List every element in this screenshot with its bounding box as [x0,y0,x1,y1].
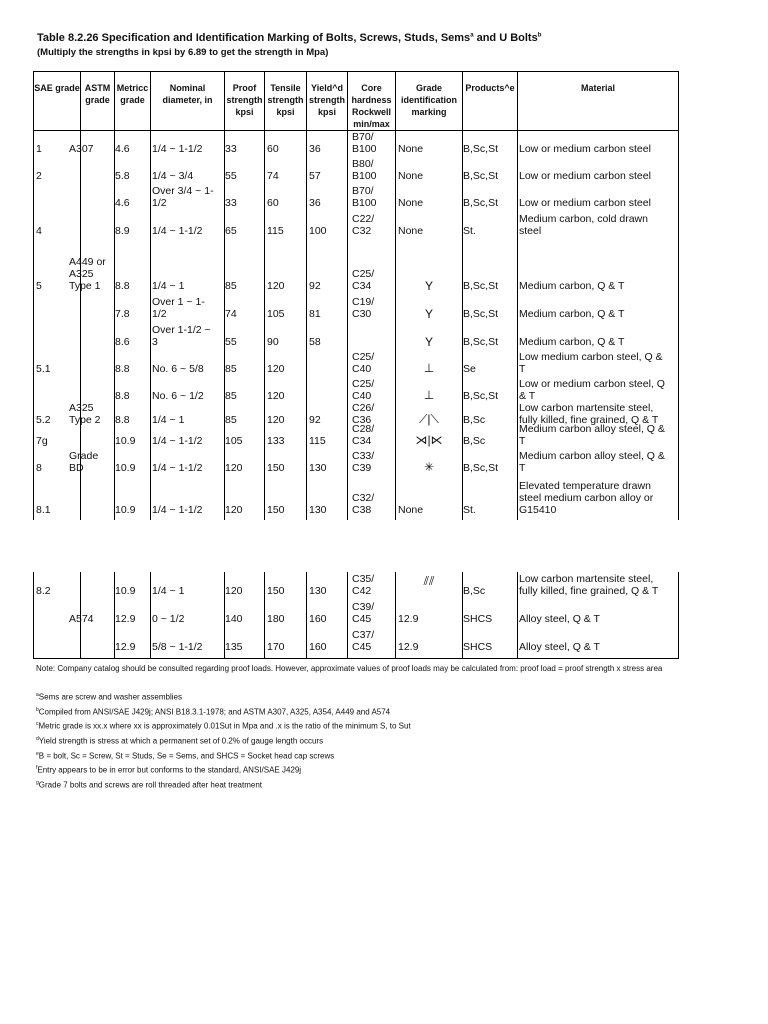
footnote-mark: b [36,706,39,713]
column-divider [306,72,307,520]
cell-products: B,Sc [463,585,486,597]
column-divider [517,572,518,658]
cell-metric: 5.8 [115,170,130,182]
header-tensile-strength: Tensile strength kpsi [267,83,304,117]
cell-metric: 8.8 [115,414,130,426]
cell-marking: None [398,504,424,516]
cell-proof: 65 [225,225,237,237]
header-proof-strength: Proof strength kpsi [226,83,263,117]
cell-nominal: 1/4 ~ 1 [152,280,185,292]
cell-yield: 130 [309,504,327,516]
cell-sae: 8.1 [36,504,51,516]
title-footnote-a: a [470,32,474,39]
cell-yield: 81 [309,308,321,320]
footnote-text: Yield strength is stress at which a permanent set of 0.2% of gauge length occurs [38,736,324,746]
cell-nominal: Over 3/4 ~ 1- 1/2 [152,185,214,209]
inverted-t-marking-icon: ⊥ [423,388,435,402]
footnote-item [36,718,411,733]
column-divider [150,572,151,658]
cell-core: C33/ C39 [352,450,375,474]
cell-core: B70/ B100 [352,185,377,209]
cell-metric: 10.9 [115,504,136,516]
cell-products: B,Sc,St [463,336,499,348]
cell-yield: 130 [309,585,327,597]
column-divider [395,72,396,520]
footnote-text: B = bolt, Sc = Screw, St = Studs, Se = Sems, and SHCS = Socket head cap screws [38,751,335,761]
cell-metric: 8.8 [115,390,130,402]
cell-core: C28/ C34 [352,423,375,447]
cell-metric: 8.8 [115,363,130,375]
footnote-item [36,689,411,704]
cell-core: C25/ C40 [352,351,375,375]
cell-products: SHCS [463,613,493,625]
footnote-item [36,762,411,777]
footnotes [36,689,411,792]
cell-nominal: 1/4 ~ 1 [152,585,185,597]
footnote-text: Entry appears to be in error but conforms to the standard, ANSI/SAE J429j [37,765,302,775]
cell-proof: 55 [225,170,237,182]
cell-nominal: No. 6 ~ 1/2 [152,390,204,402]
six-radial-lines-marking-icon: ✳ [423,460,435,474]
cell-products: B,Sc,St [463,197,499,209]
cell-nominal: Over 1-1/2 ~ 3 [152,324,211,348]
title-footnote-b: b [537,32,542,39]
header-yield-strength: Yield^d strength kpsi [309,83,345,117]
cell-core: C19/ C30 [352,296,375,320]
footnote-mark: g [36,779,39,786]
footnote-mark: f [36,765,38,772]
footnote-text: Grade 7 bolts and screws are roll threaded after heat treatment [38,780,263,790]
cell-proof: 85 [225,414,237,426]
cell-yield: 57 [309,170,321,182]
cell-yield: 130 [309,462,327,474]
header-products: Products^e [465,83,515,93]
column-divider [224,72,225,520]
cell-tensile: 150 [267,585,285,597]
cell-astm: A307 [69,143,94,155]
cell-core: C22/ C32 [352,213,375,237]
cell-material: Medium carbon alloy steel, Q & T [519,423,665,447]
column-divider [517,72,518,520]
cell-astm: Grade BD [69,450,99,474]
header-material: Material [580,83,615,93]
three-radial-lines-marking-icon: Y [424,307,433,321]
cell-core: B70/ B100 [352,131,377,155]
footnote-mark: c [36,721,39,728]
inverted-t-marking-icon: ⊥ [423,361,435,375]
cell-nominal: No. 6 ~ 5/8 [152,363,204,375]
cell-metric: 8.9 [115,225,130,237]
cell-nominal: 1/4 ~ 1 [152,414,185,426]
cell-sae: 2 [36,170,42,182]
cell-marking: 12.9 [398,613,419,625]
cell-tensile: 120 [267,414,285,426]
column-divider [462,72,463,520]
cell-sae: 8 [36,462,42,474]
cell-core: C39/ C45 [352,601,375,625]
cell-yield: 92 [309,414,321,426]
cell-core: C32/ C38 [352,492,375,516]
cell-yield: 115 [309,435,326,447]
column-divider [306,572,307,658]
footnote-text: Sems are screw and washer assemblies [38,692,182,702]
cell-material: Medium carbon, Q & T [519,308,625,320]
five-radial-lines-marking-icon: ⋊|⋉ [415,433,443,447]
cell-yield: 36 [309,143,321,155]
cell-marking: None [398,143,424,155]
cell-nominal: 1/4 ~ 1-1/2 [152,462,203,474]
column-divider [150,72,151,520]
cell-core: C25/ C34 [352,268,375,292]
cell-metric: 8.6 [115,336,130,348]
header-nominal-diameter: Nominal diameter, in [162,83,213,105]
cell-sae: 4 [36,225,42,237]
cell-sae: 7g [36,435,48,447]
cell-proof: 55 [225,336,237,348]
cell-astm: A574 [69,613,94,625]
cell-proof: 33 [225,143,237,155]
table-title-text: Table 8.2.26 Specification and Identification Marking of Bolts, Screws, Studs, Sems [37,32,471,44]
cell-material: Alloy steel, Q & T [519,613,600,625]
header-grade-identification: Grade identification marking [401,83,457,117]
cell-nominal: 1/4 ~ 1-1/2 [152,143,203,155]
footnote-mark: e [36,750,39,757]
cell-proof: 85 [225,363,237,375]
cell-core: C26/ C36 [352,402,375,426]
cell-material: Alloy steel, Q & T [519,641,600,653]
three-radial-lines-marking-icon: Y [424,335,433,349]
cell-metric: 4.6 [115,143,130,155]
cell-yield: 92 [309,280,321,292]
footnote-text: Metric grade is xx.x where xx is approximately 0.01Sut in Mpa and .x is the ratio of the minimum S, to Sut [38,721,411,731]
cell-astm: A325 Type 2 [69,402,101,426]
cell-sae: 1 [36,143,42,155]
cell-nominal: 1/4 ~ 1-1/2 [152,225,203,237]
cell-products: B,Sc,St [463,170,499,182]
column-divider [114,72,115,520]
footnote-item [36,733,411,748]
cell-proof: 85 [225,280,237,292]
cell-tensile: 180 [267,613,285,625]
cell-sae: 5 [36,280,42,292]
cell-products: B,Sc,St [463,308,499,320]
column-divider [347,572,348,658]
header-metric-grade: Metricc grade [116,83,149,105]
cell-yield: 100 [309,225,327,237]
column-divider [395,572,396,658]
cell-metric: 10.9 [115,585,136,597]
column-divider [264,72,265,520]
table-subtitle: (Multiply the strengths in kpsi by 6.89 to get the strength in Mpa) [37,47,329,58]
cell-material: Low medium carbon steel, Q & T [519,351,663,375]
cell-marking: 12.9 [398,641,419,653]
cell-yield: 36 [309,197,321,209]
footnote-mark: a [36,692,39,698]
cell-sae: 5.1 [36,363,51,375]
cell-products: Se [463,363,476,375]
cell-material: Low carbon martensite steel, fully killed, fine grained, Q & T [519,573,659,597]
cell-tensile: 60 [267,143,279,155]
cell-nominal: 1/4 ~ 3/4 [152,170,194,182]
cell-tensile: 120 [267,390,285,402]
cell-metric: 4.6 [115,197,130,209]
cell-nominal: 1/4 ~ 1-1/2 [152,504,203,516]
cell-proof: 85 [225,390,237,402]
header-core-hardness: Core hardness Rockwell min/max [351,83,392,129]
cell-core: B80/ B100 [352,158,377,182]
cell-material: Low or medium carbon steel, Q & T [519,378,665,402]
cell-products: B,Sc [463,435,486,447]
cell-material: Low or medium carbon steel [519,170,651,182]
cell-material: Low or medium carbon steel [519,143,651,155]
cell-products: SHCS [463,641,493,653]
cell-astm: A449 or A325 Type 1 [69,256,106,292]
footnote-item [36,748,411,763]
cell-material: Elevated temperature drawn steel medium carbon alloy or G15410 [519,480,654,516]
cell-tensile: 60 [267,197,279,209]
three-angled-lines-marking-icon: ⟋|⟍ [419,412,439,426]
cell-material: Medium carbon, Q & T [519,280,625,292]
spec-table-lower [33,572,679,659]
cell-proof: 140 [225,613,243,625]
cell-material: Low or medium carbon steel [519,197,651,209]
header-astm-grade: ASTM grade [84,83,111,105]
cell-sae: 8.2 [36,585,51,597]
cell-metric: 7.8 [115,308,130,320]
cell-products: B,Sc [463,414,486,426]
table-note: Note: Company catalog should be consulted regarding proof loads. However, approximate values of proof loads may be calculated from: proof load = proof strength x stress area [36,664,663,673]
cell-products: St. [463,504,476,516]
cell-products: B,Sc,St [463,280,499,292]
cell-material: Medium carbon, cold drawn steel [519,213,648,237]
cell-core: C25/ C40 [352,378,375,402]
footnote-text: Compiled from ANSI/SAE J429j; ANSI B18.3.1-1978; and ASTM A307, A325, A354, A449 and A574 [38,707,391,717]
cell-products: B,Sc,St [463,462,499,474]
spec-table-upper [33,71,679,520]
cell-sae: 5.2 [36,414,51,426]
table-title-text-end: and U Bolts [473,32,538,44]
cell-yield: 160 [309,641,327,653]
cell-nominal: 1/4 ~ 1-1/2 [152,435,203,447]
cell-tensile: 170 [267,641,285,653]
cell-tensile: 90 [267,336,279,348]
cell-tensile: 74 [267,170,279,182]
cell-metric: 12.9 [115,613,136,625]
table-title [37,32,541,44]
cell-marking: None [398,170,424,182]
cell-yield: 58 [309,336,321,348]
cell-tensile: 150 [267,504,285,516]
cell-metric: 12.9 [115,641,136,653]
footnote-item [36,704,411,719]
cell-metric: 10.9 [115,435,136,447]
cell-products: St. [463,225,476,237]
cell-nominal: 0 ~ 1/2 [152,613,185,625]
cell-metric: 8.8 [115,280,130,292]
cell-tensile: 150 [267,462,285,474]
cell-core: C37/ C45 [352,629,375,653]
cell-nominal: Over 1 ~ 1- 1/2 [152,296,205,320]
cell-material: Medium carbon alloy steel, Q & T [519,450,665,474]
three-radial-lines-marking-icon: Y [424,279,433,293]
cell-tensile: 120 [267,363,285,375]
sunburst-lines-marking-icon: ⫽⫽ [423,574,435,588]
cell-nominal: 5/8 ~ 1-1/2 [152,641,203,653]
cell-metric: 10.9 [115,462,136,474]
cell-products: B,Sc,St [463,143,499,155]
header-sae-grade: SAE grade [34,83,80,93]
cell-proof: 74 [225,308,237,320]
cell-tensile: 115 [267,225,284,237]
cell-proof: 33 [225,197,237,209]
cell-proof: 105 [225,435,243,447]
cell-tensile: 133 [267,435,285,447]
footnote-mark: d [36,735,39,742]
cell-material: Low carbon martensite steel, fully killed, fine grained, Q & T [519,402,659,426]
cell-marking: None [398,197,424,209]
column-divider [347,72,348,520]
cell-tensile: 120 [267,280,285,292]
cell-proof: 120 [225,462,243,474]
cell-material: Medium carbon, Q & T [519,336,625,348]
cell-products: B,Sc,St [463,390,499,402]
cell-proof: 135 [225,641,243,653]
cell-core: C35/ C42 [352,573,375,597]
footnote-item [36,777,411,792]
cell-tensile: 105 [267,308,285,320]
cell-proof: 120 [225,585,243,597]
column-divider [264,572,265,658]
cell-yield: 160 [309,613,327,625]
cell-marking: None [398,225,424,237]
cell-proof: 120 [225,504,243,516]
